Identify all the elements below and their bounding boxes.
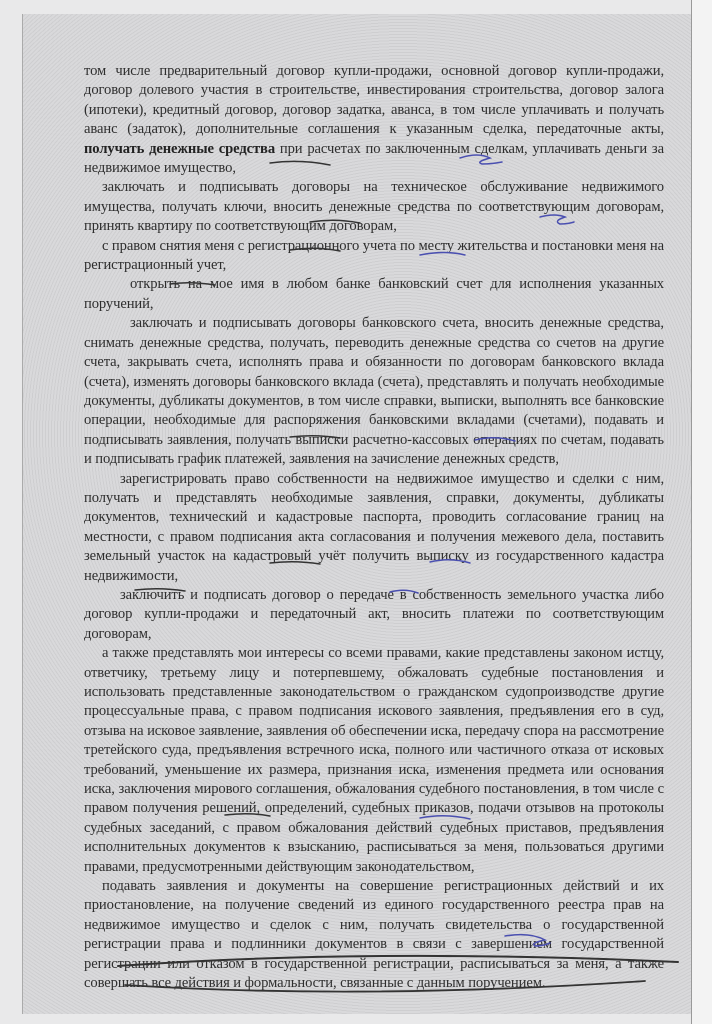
page-edge (691, 0, 712, 1024)
paragraph-maintenance: заключать и подписывать договоры на техническое обслуживание недвижимого имущества, получать ключи, вносить денежные средства по соответствующим договорам, принять квартиру по соответствующим договорам, (84, 179, 664, 235)
paragraph-text: при расчетах по заключенным сделкам, уплачивать деньги за недвижимое имущество, (84, 140, 664, 177)
paragraph-real-estate-deals (84, 62, 664, 178)
bold-phrase: получать денежные средства (84, 140, 276, 157)
paragraph-court-representation: а также представлять мои интересы со всеми правами, какие представлены законом истцу, ответчику, третьему лицу и потерпевшему, обжаловать судебные постановления и использовать представленные законодательством о гражданском судопроизводстве другие процессуальные права, с правом подписания искового заявления, предъявления его в суд, отзыва на исковое заявление, заявления об обеспечении иска, передачу спора на рассмотрение третейского суда, предъявления встречного иска, полного или частичного отказа от исковых требований, уменьшение их размера, признания иска, изменения предмета или основания иска, заключения мирового соглашения, обжалования судебного постановления, в том числе с правом получения решений, определений, судебных приказов, подачи отзывов на протоколы судебных заседаний, с правом обжалования действий судебных приставов, предъявления исполнительных документов к взысканию, расписываться за меня, пользоваться другими правами, предусмотренными действующим законодательством, (84, 645, 664, 875)
paragraph-text: том числе предварительный договор купли-продажи, основной договор купли-продажи, договор долевого участия в строительстве, инвестирования строительства, договор залога (ипотеки), кредитный договор, договор задатка, аванса, в том числе уплачивать и получать аванс (задаток), дополнительные соглашения к указанным сделка, передаточные акты, (84, 63, 664, 138)
document-body (84, 62, 664, 994)
paragraph-registration-actions: подавать заявления и документы на совершение регистрационных действий и их приостановление, на получение сведений из единого государственного реестра прав на недвижимое имущество и сделок с ним, получать свидетельства о государственной регистрации права и подлинники документов в связи с завершением государственной регистрации или отказом в государственной регистрации, расписываться за меня, а также совершать все действия и формальности, связанные с данным поручением. (84, 878, 664, 992)
paragraph-land-transfer: заключить и подписать договор о передаче в собственность земельного участка либо договор купли-продажи и передаточный акт, вносить платежи по соответствующим договорам, (84, 586, 664, 642)
paragraph-bank-accounts: заключать и подписывать договоры банковского счета, вносить денежные средства, снимать денежные средства, получать, переводить денежные средства со счетов на другие счета, закрывать счета, исполнять права и обязанности по договорам банковского вклада (счета), изменять договоры банковского вклада (счета), представлять и получать необходимые документы, дубликаты документов, в том числе справки, выписки, выполнять все банковские операции, необходимые для распоряжения банковскими вкладами (счетами), подавать и подписывать заявления, получать выписки расчетно-кассовых операциях по счетам, подавать и подписывать график платежей, заявления на зачисление денежных средств, (84, 315, 664, 468)
paragraph-open-account: открыть на мое имя в любом банке банковский счет для исполнения указанных поручений, (84, 276, 664, 312)
paragraph-ownership-registration: зарегистрировать право собственности на недвижимое имущество и сделки с ним, получать и представлять необходимые заявления, справки, документы, дубликаты документов, технический и кадастровые паспорта, проводить согласование границ на местности, с правом подписания акта согласования и получения межевого дела, поставить земельный участок на кадастровый учёт получить выписку из государственного кадастра недвижимости, (84, 470, 664, 584)
paragraph-registration: с правом снятия меня с регистрационного учета по месту жительства и постановки меня на регистрационный учет, (84, 237, 664, 274)
